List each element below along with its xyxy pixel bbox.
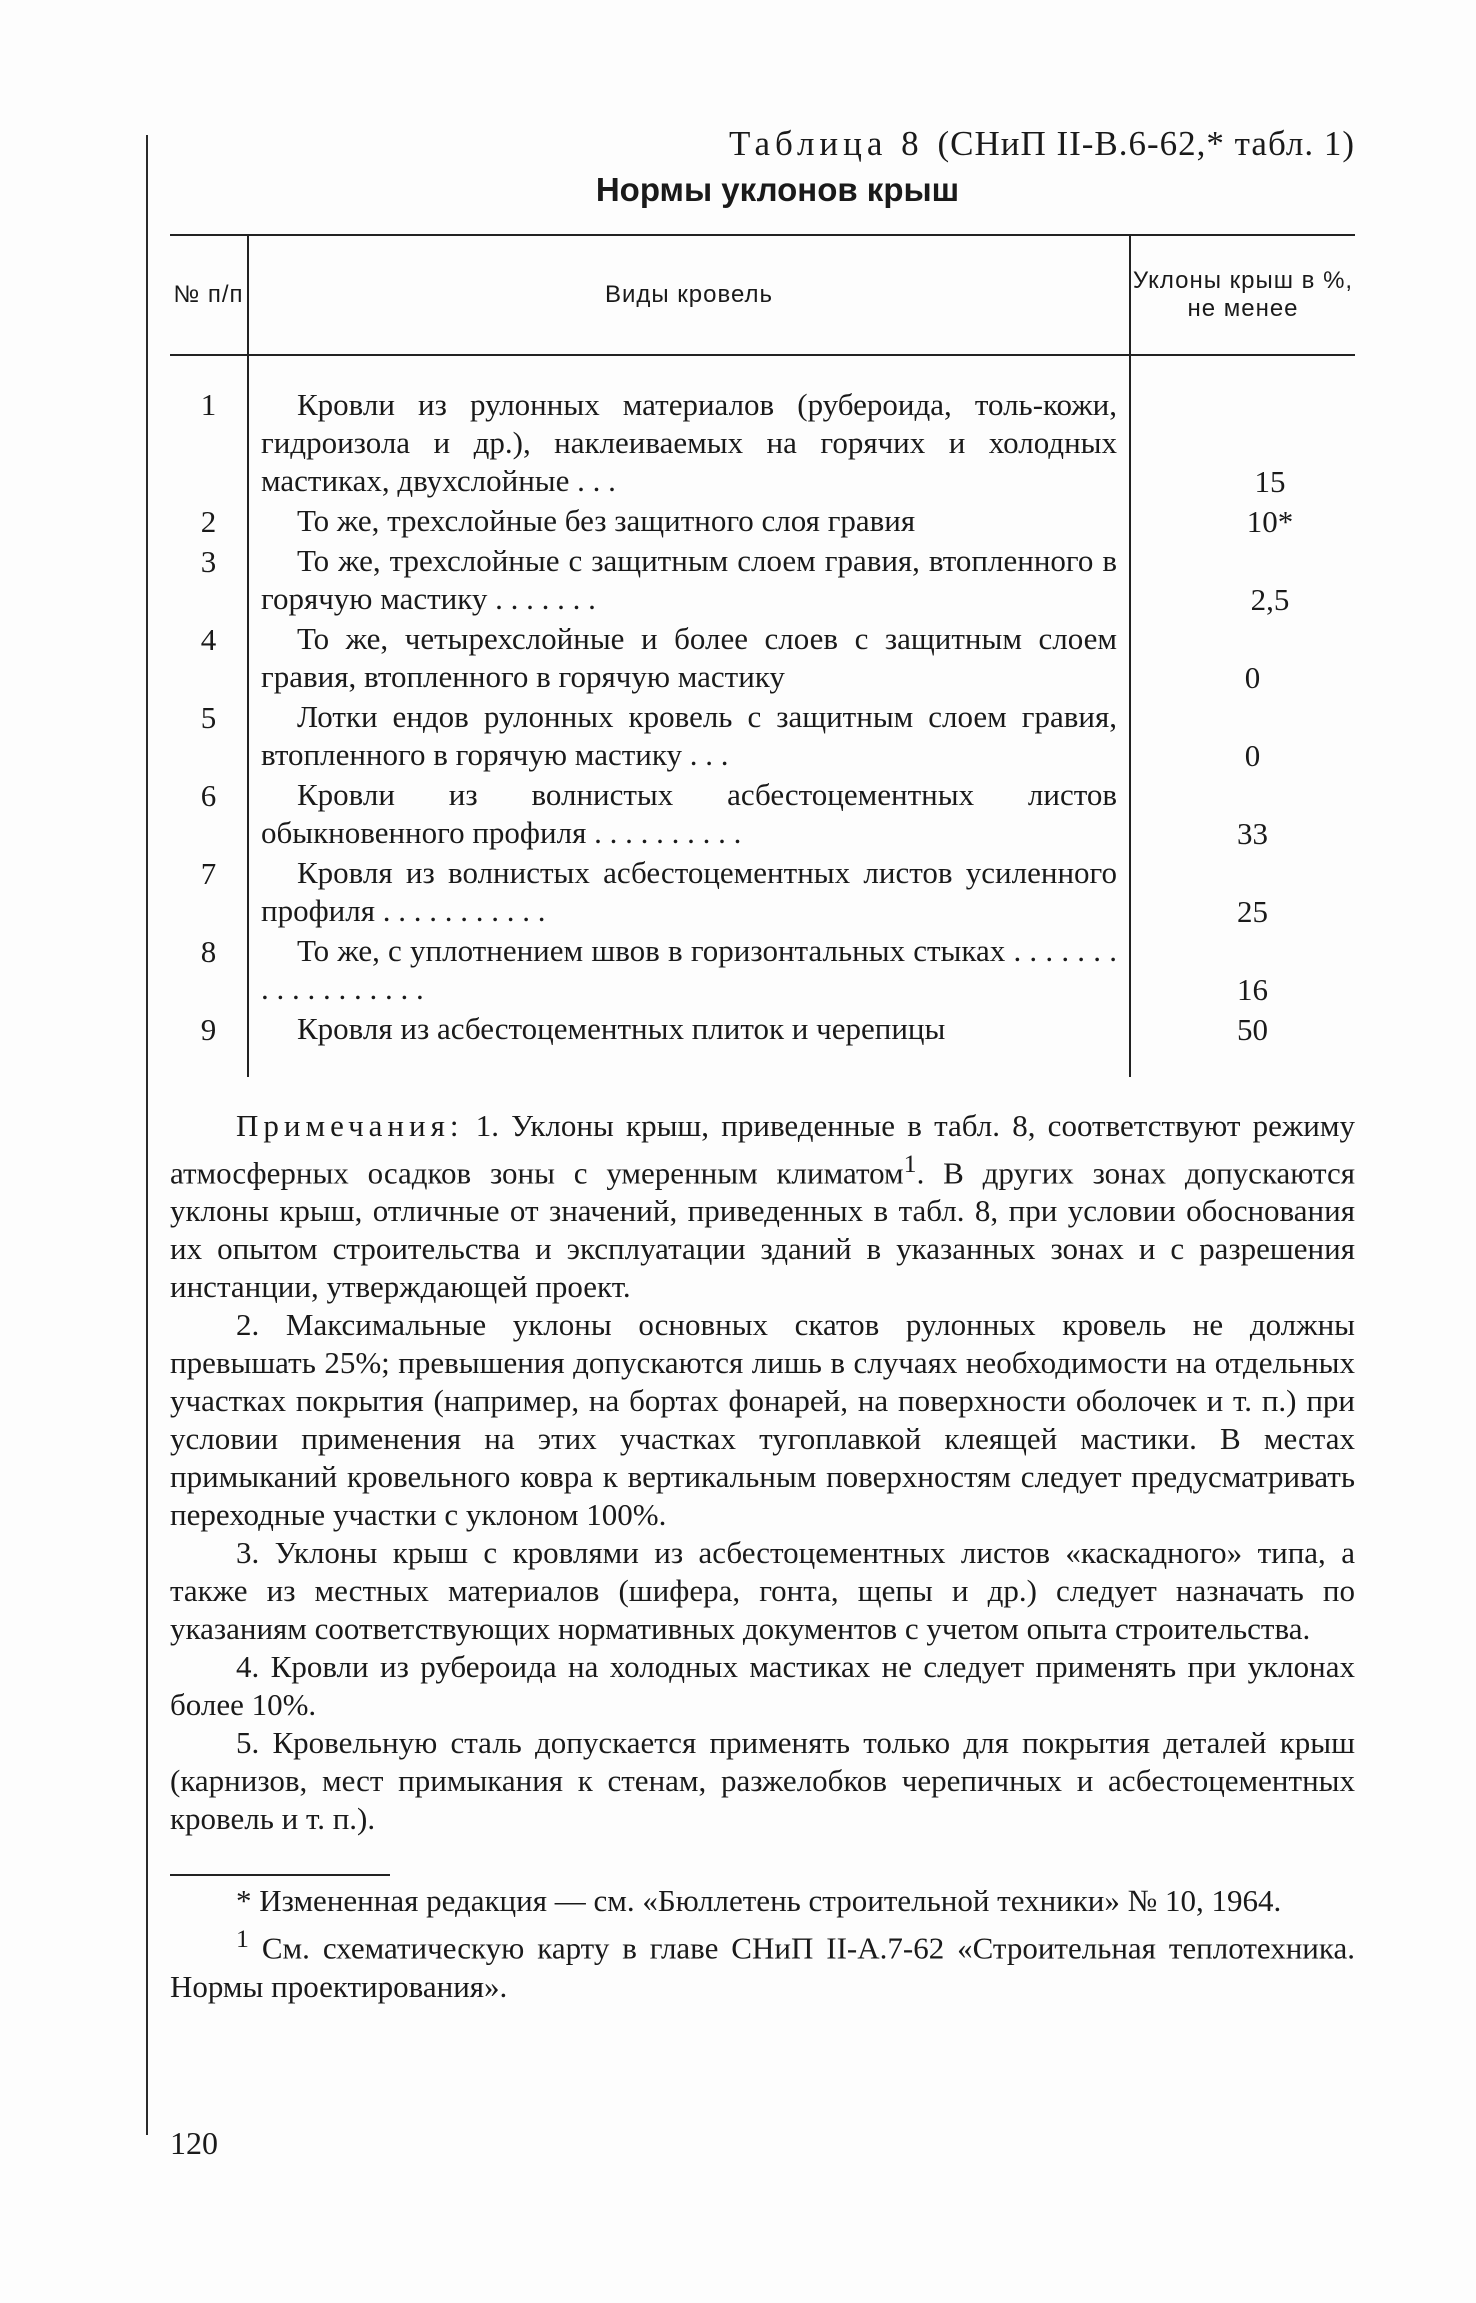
- page-number: 120: [170, 2125, 218, 2161]
- row-slope: 0: [1244, 660, 1261, 695]
- row-slope: 10*: [1246, 504, 1294, 539]
- row-desc: То же, трехслойные без защитного слоя гравия: [248, 502, 1130, 542]
- note-4: 4. Кровли из рубероида на холодных мастиках не следует применять при уклонах более 10%.: [170, 1649, 1355, 1723]
- notes-label: Примечания:: [236, 1108, 464, 1143]
- table-row: [170, 502, 1355, 542]
- footnote-1: [170, 1920, 1355, 2005]
- row-slope: 15: [1254, 464, 1286, 499]
- row-num: 6: [200, 778, 217, 813]
- row-num: 1: [200, 387, 217, 422]
- table-row: [170, 776, 1355, 854]
- footnote-1-mark: 1: [236, 1924, 249, 1954]
- row-num: 3: [200, 544, 217, 579]
- row-slope: 16: [1237, 972, 1268, 1007]
- page: [170, 120, 1355, 2006]
- caption-prefix: Таблица 8: [728, 124, 924, 163]
- notes-section: [170, 1107, 1355, 1838]
- note-1-text: 1. Уклоны крыш, приведенные в табл. 8, соответствуют режиму атмосферных осадков зоны с умеренным климатом: [170, 1108, 1355, 1191]
- note-2: 2. Максимальные уклоны основных скатов рулонных кровель не должны превышать 25%; превышения допускаются лишь в случаях необходимости на отдельных участках покрытия (например, на бортах фонарей, на поверхности оболочек и т. п.) при условии применения на этих участках тугоплавкой клеящей мастики. В местах примыканий кровельного ковра к вертикальным поверхностям следует предусматривать переходные участки с уклоном 100%.: [170, 1307, 1355, 1533]
- row-desc: То же, четырехслойные и более слоев с защитным слоем гравия, втопленного в горячую мастику: [248, 620, 1130, 698]
- footnote-asterisk: * Измененная редакция — см. «Бюллетень строительной техники» № 10, 1964.: [236, 1883, 1282, 1919]
- row-slope: 33: [1237, 816, 1268, 851]
- footnotes: [170, 1882, 1355, 2005]
- row-desc: То же, трехслойные с защитным слоем гравия, втопленного в горячую мастику . . . . . . .: [248, 542, 1130, 620]
- note-1-rest: . В других зонах допускаются уклоны крыш, отличные от значений, приведенных в табл. 8, при условии обоснования их опытом строительства и эксплуатации зданий в указанных зонах и с разрешения инстанции, утверждающей проект.: [170, 1155, 1355, 1305]
- roof-slope-table: [170, 234, 1355, 1077]
- table-row: [170, 698, 1355, 776]
- table-row: [170, 854, 1355, 932]
- footnote-rule: [170, 1874, 390, 1876]
- header-slope: Уклоны крыш в %, не менее: [1130, 235, 1355, 355]
- table-row: [170, 1010, 1355, 1077]
- header-num: № п/п: [170, 235, 248, 355]
- row-slope: 25: [1237, 894, 1268, 929]
- footnote-1-text: См. схематическую карту в главе СНиП II-А.7-62 «Строительная теплотехника. Нормы проектирования».: [170, 1930, 1355, 2004]
- row-desc: Кровля из асбестоцементных плиток и черепицы: [248, 1010, 1130, 1077]
- row-num: 5: [200, 700, 217, 735]
- table-row: [170, 355, 1355, 502]
- table-row: [170, 542, 1355, 620]
- table-caption: [170, 120, 1355, 168]
- row-desc: Лотки ендов рулонных кровель с защитным слоем гравия, втопленного в горячую мастику . . .: [248, 698, 1130, 776]
- margin-rule: [146, 135, 148, 2135]
- row-desc: Кровля из волнистых асбестоцементных листов усиленного профиля . . . . . . . . . . .: [248, 854, 1130, 932]
- table-header-row: [170, 235, 1355, 355]
- row-slope: 50: [1237, 1012, 1268, 1047]
- header-kind: Виды кровель: [248, 235, 1130, 355]
- note-5: 5. Кровельную сталь допускается применять только для покрытия деталей крыш (карнизов, мест примыкания к стенам, разжелобков черепичных и асбестоцементных кровель и т. п.).: [170, 1725, 1355, 1837]
- row-num: 8: [200, 934, 217, 969]
- note-1-footnote-ref: 1: [903, 1149, 917, 1178]
- row-slope: 0: [1244, 738, 1261, 773]
- table-row: [170, 932, 1355, 1010]
- row-desc: Кровли из волнистых асбестоцементных листов обыкновенного профиля . . . . . . . . . .: [248, 776, 1130, 854]
- table-row: [170, 620, 1355, 698]
- row-slope: 2,5: [1250, 582, 1290, 617]
- note-1: [170, 1107, 1355, 1306]
- caption-source: (СНиП II-В.6-62,* табл. 1): [937, 124, 1355, 163]
- note-3: 3. Уклоны крыш с кровлями из асбестоцементных листов «каскадного» типа, а также из местных материалов (шифера, гонта, щепы и др.) следует назначать по указаниям соответствующих нормативных документов с учетом опыта строительства.: [170, 1535, 1355, 1647]
- row-num: 4: [200, 622, 217, 657]
- row-num: 9: [200, 1012, 217, 1047]
- table-title: Нормы уклонов крыш: [595, 171, 960, 208]
- row-num: 2: [200, 504, 217, 539]
- row-num: 7: [200, 856, 217, 891]
- row-desc: То же, с уплотнением швов в горизонтальных стыках . . . . . . . . . . . . . . . . . .: [248, 932, 1130, 1010]
- row-desc: Кровли из рулонных материалов (рубероида, толь-кожи, гидроизола и др.), наклеиваемых на горячих и холодных мастиках, двухслойные . . .: [248, 355, 1130, 502]
